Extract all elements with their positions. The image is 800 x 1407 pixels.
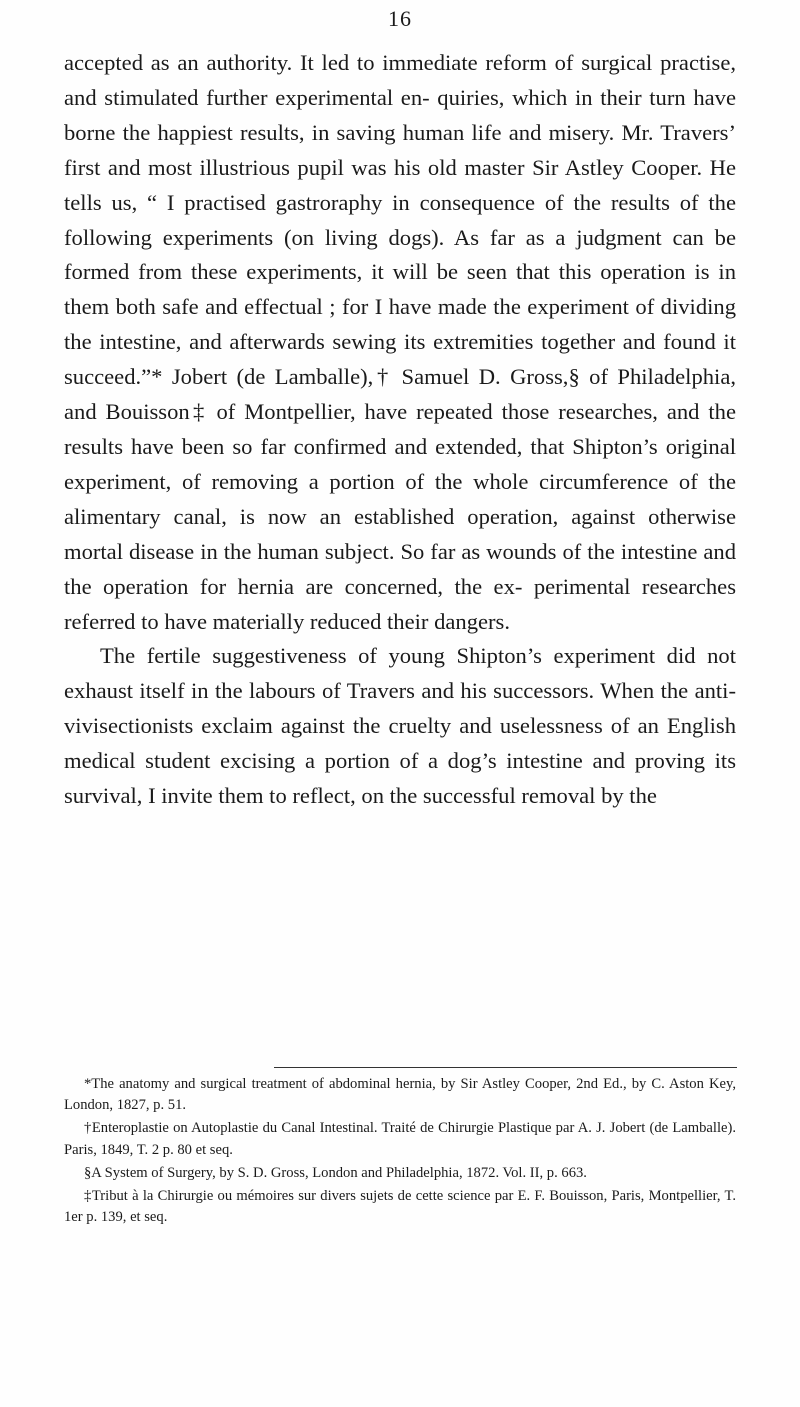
footnote-divider <box>274 1067 737 1068</box>
paragraph: accepted as an authority. It led to immediate reform of surgical practise, and stimulated further experimental en- quiries, which in their turn have borne the happiest results, in saving human life and misery. Mr. Travers’ first and most illustrious pupil was his old master Sir Astley Cooper. He tells us, “ I practised gastroraphy in consequence of the results of the following experiments (on living dogs). As far as a judgment can be formed from these experiments, it will be seen that this operation is in them both safe and effectual ; for I have made the experiment of dividing the intestine, and afterwards sewing its extremities together and found it succeed.”* Jobert (de Lamballe),† Samuel D. Gross,§ of Philadelphia, and Bouisson‡ of Montpellier, have repeated those researches, and the results have been so far confirmed and extended, that Shipton’s original experiment, of removing a portion of the whole circumference of the alimentary canal, is now an established operation, against otherwise mortal disease in the human subject. So far as wounds of the intestine and the operation for hernia are concerned, the ex- perimental researches referred to have materially reduced their dangers. <box>64 50 736 634</box>
footnotes <box>64 1074 736 1230</box>
footnote: †Enteroplastie on Autoplastie du Canal Intestinal. Traité de Chirurgie Plastique par A. J. Jobert (de Lamballe). Paris, 1849, T. 2 p. 80 et seq. <box>64 1120 736 1158</box>
footnote: §A System of Surgery, by S. D. Gross, London and Philadelphia, 1872. Vol. II, p. 663. <box>84 1164 587 1181</box>
footnote: ‡Tribut à la Chirurgie ou mémoires sur divers sujets de cette science par E. F. Bouisson, Paris, Montpellier, T. 1er p. 139, et seq. <box>64 1188 736 1226</box>
page-number: 16 <box>388 6 412 31</box>
body-text <box>64 46 736 814</box>
paragraph: The fertile suggestiveness of young Shipton’s experiment did not exhaust itself in the labours of Travers and his successors. When the anti-vivisectionists exclaim against the cruelty and uselessness of an English medical student excising a portion of a dog’s intestine and proving its survival, I invite them to reflect, on the successful removal by the <box>64 643 736 809</box>
footnote: *The anatomy and surgical treatment of abdominal hernia, by Sir Astley Cooper, 2nd Ed., by C. Aston Key, London, 1827, p. 51. <box>64 1076 736 1114</box>
